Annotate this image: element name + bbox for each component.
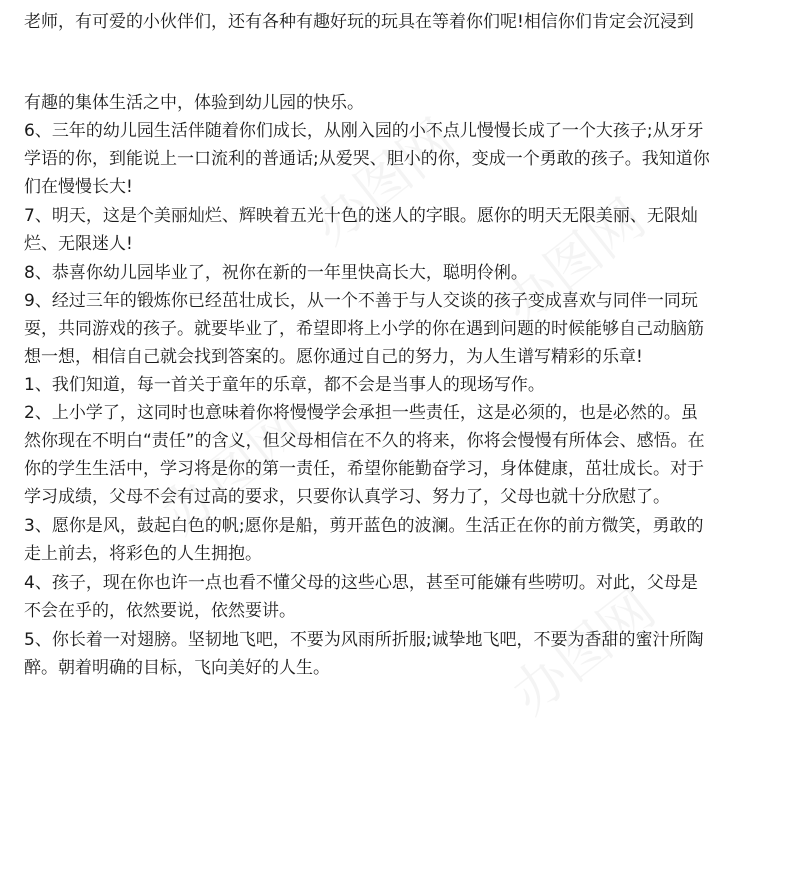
text-line: 走上前去，将彩色的人生拥抱。 — [24, 544, 262, 564]
text-line: 耍，共同游戏的孩子。就要毕业了，希望即将上小学的你在遇到问题的时候能够自己动脑筋 — [24, 319, 704, 339]
text-line: 6、三年的幼儿园生活伴随着你们成长，从刚入园的小不点儿慢慢长成了一个大孩子;从牙牙 — [24, 121, 704, 141]
text-line: 烂、无限迷人! — [24, 234, 133, 254]
text-line: 你的学生生活中，学习将是你的第一责任，希望你能勤奋学习，身体健康，茁壮成长。对于 — [24, 459, 704, 479]
text-line: 3、愿你是风，鼓起白色的帆;愿你是船，剪开蓝色的波澜。生活正在你的前方微笑，勇敢的 — [24, 516, 704, 536]
text-line: 们在慢慢长大! — [24, 177, 133, 197]
text-line: 不会在乎的，依然要说，依然要讲。 — [24, 601, 296, 621]
text-line: 想一想，相信自己就会找到答案的。愿你通过自己的努力，为人生谱写精彩的乐章! — [24, 347, 643, 367]
text-line: 4、孩子，现在你也许一点也看不懂父母的这些心思，甚至可能嫌有些唠叨。对此，父母是 — [24, 573, 698, 593]
text-line: 5、你长着一对翅膀。坚韧地飞吧，不要为风雨所折服;诚挚地飞吧，不要为香甜的蜜汁所陶 — [24, 630, 704, 650]
watermark — [483, 178, 658, 338]
text-line: 学语的你，到能说上一口流利的普通话;从爱哭、胆小的你，变成一个勇敢的孩子。我知道你 — [24, 149, 710, 169]
text-line: 8、恭喜你幼儿园毕业了，祝你在新的一年里快高长大，聪明伶俐。 — [24, 263, 528, 283]
text-line: 2、上小学了，这同时也意味着你将慢慢学会承担一些责任，这是必须的，也是必然的。虽 — [24, 403, 698, 423]
text-line: 然你现在不明白“责任”的含义，但父母相信在不久的将来，你将会慢慢有所体会、感悟。在 — [24, 431, 705, 451]
text-line: 老师，有可爱的小伙伴们，还有各种有趣好玩的玩具在等着你们呢!相信你们肯定会沉浸到 — [24, 12, 694, 32]
text-line: 9、经过三年的锻炼你已经茁壮成长，从一个不善于与人交谈的孩子变成喜欢与同伴一同玩 — [24, 291, 698, 311]
text-line: 有趣的集体生活之中，体验到幼儿园的快乐。 — [24, 93, 364, 113]
text-line: 7、明天，这是个美丽灿烂、辉映着五光十色的迷人的字眼。愿你的明天无限美丽、无限灿 — [24, 206, 698, 226]
text-line: 醉。朝着明确的目标，飞向美好的人生。 — [24, 658, 330, 678]
text-line: 1、我们知道，每一首关于童年的乐章，都不会是当事人的现场写作。 — [24, 375, 545, 395]
text-line: 学习成绩，父母不会有过高的要求，只要你认真学习、努力了，父母也就十分欣慰了。 — [24, 487, 670, 507]
